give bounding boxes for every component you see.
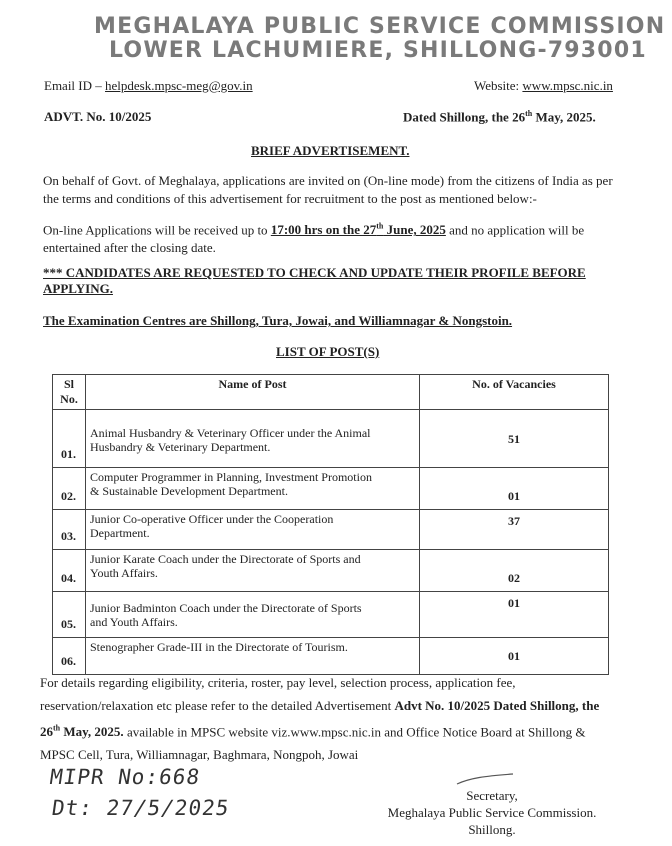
- vacancies-cell: 51: [420, 410, 609, 468]
- sl-no-cell: 03.: [53, 510, 86, 550]
- vacancies-cell: 37: [420, 510, 609, 550]
- org-name-heading: MEGHALAYA PUBLIC SERVICE COMMISSION: [94, 14, 666, 39]
- vacancies-cell: 01: [420, 638, 609, 675]
- sl-no-cell: 01.: [53, 410, 86, 468]
- post-name-header: Name of Post: [86, 375, 420, 410]
- signatory-organisation: Meghalaya Public Service Commission.: [387, 805, 597, 820]
- exam-centres-line: The Examination Centres are Shillong, Tura, Jowai, and Williamnagar & Nongstoin.: [43, 313, 513, 328]
- website-link[interactable]: www.mpsc.nic.in: [522, 78, 613, 93]
- post-name-cell: Junior Karate Coach under the Directorate of Sports and Youth Affairs.: [86, 550, 420, 592]
- sl-no-cell: 05.: [53, 592, 86, 638]
- table-header-row: [53, 375, 609, 410]
- profile-update-notice: *** CANDIDATES ARE REQUESTED TO CHECK AND UPDATE THEIR PROFILE BEFORE APPLYING.: [43, 265, 586, 296]
- intro-paragraph: On behalf of Govt. of Meghalaya, applications are invited on (On-line mode) from the citizens of India as per the terms and conditions of this advertisement for recruitment to the post as mentioned below:-: [43, 173, 613, 206]
- list-of-posts-title: LIST OF POST(S): [276, 344, 380, 359]
- email-link[interactable]: helpdesk.mpsc-meg@gov.in: [105, 78, 253, 93]
- vacancies-header: No. of Vacancies: [420, 375, 609, 410]
- vacancies-cell: 02: [420, 550, 609, 592]
- signature-block: [362, 787, 622, 838]
- vacancies-cell: 01: [420, 468, 609, 510]
- website-label: Website:: [474, 78, 523, 93]
- org-address-heading: LOWER LACHUMIERE, SHILLONG-793001: [109, 38, 647, 63]
- table-row: [53, 410, 609, 468]
- sl-no-cell: 02.: [53, 468, 86, 510]
- table-row: [53, 468, 609, 510]
- sl-no-cell: 04.: [53, 550, 86, 592]
- signatory-place: Shillong.: [468, 822, 516, 837]
- sl-no-header: Sl No.: [53, 375, 86, 410]
- post-name-cell: Computer Programmer in Planning, Investment Promotion & Sustainable Development Department.: [86, 468, 420, 510]
- website-line: [474, 77, 613, 95]
- table-row: [53, 638, 609, 675]
- signature-scribble: [455, 772, 515, 788]
- posts-table: [52, 374, 609, 675]
- sl-no-cell: 06.: [53, 638, 86, 675]
- deadline-paragraph: On-line Applications will be received up to 17:00 hrs on the 27th June, 2025 and no application will be entertained after the closing date.: [43, 222, 585, 256]
- table-row: [53, 550, 609, 592]
- advt-number: ADVT. No. 10/2025: [44, 109, 152, 124]
- signatory-designation: Secretary,: [466, 788, 518, 803]
- advt-date: Dated Shillong, the 26th May, 2025.: [403, 109, 596, 125]
- brief-advertisement-title: BRIEF ADVERTISEMENT.: [251, 143, 410, 158]
- handwritten-date: Dt: 27/5/2025: [50, 796, 232, 820]
- vacancies-cell: 01: [420, 592, 609, 638]
- table-row: [53, 592, 609, 638]
- handwritten-mipr-number: MIPR No:668: [48, 765, 202, 789]
- post-name-cell: Animal Husbandry & Veterinary Officer under the Animal Husbandry & Veterinary Department.: [86, 410, 420, 468]
- details-paragraph: For details regarding eligibility, criteria, roster, pay level, selection process, application fee, reservation/relaxation etc please refer to the detailed Advertisement Advt No. 10/2025 Dated Shillong, the 26th May, 2025. available in MPSC website viz.www.mpsc.nic.in and Office Notice Board at Shillong & MPSC Cell, Tura, Williamnagar, Baghmara, Nongpoh, Jowai: [40, 675, 600, 763]
- email-line: [44, 77, 253, 95]
- post-name-cell: Junior Badminton Coach under the Directorate of Sports and Youth Affairs.: [86, 592, 420, 638]
- table-row: [53, 510, 609, 550]
- post-name-cell: Stenographer Grade-III in the Directorate of Tourism.: [86, 638, 420, 675]
- email-label: Email ID –: [44, 78, 106, 93]
- post-name-cell: Junior Co-operative Officer under the Cooperation Department.: [86, 510, 420, 550]
